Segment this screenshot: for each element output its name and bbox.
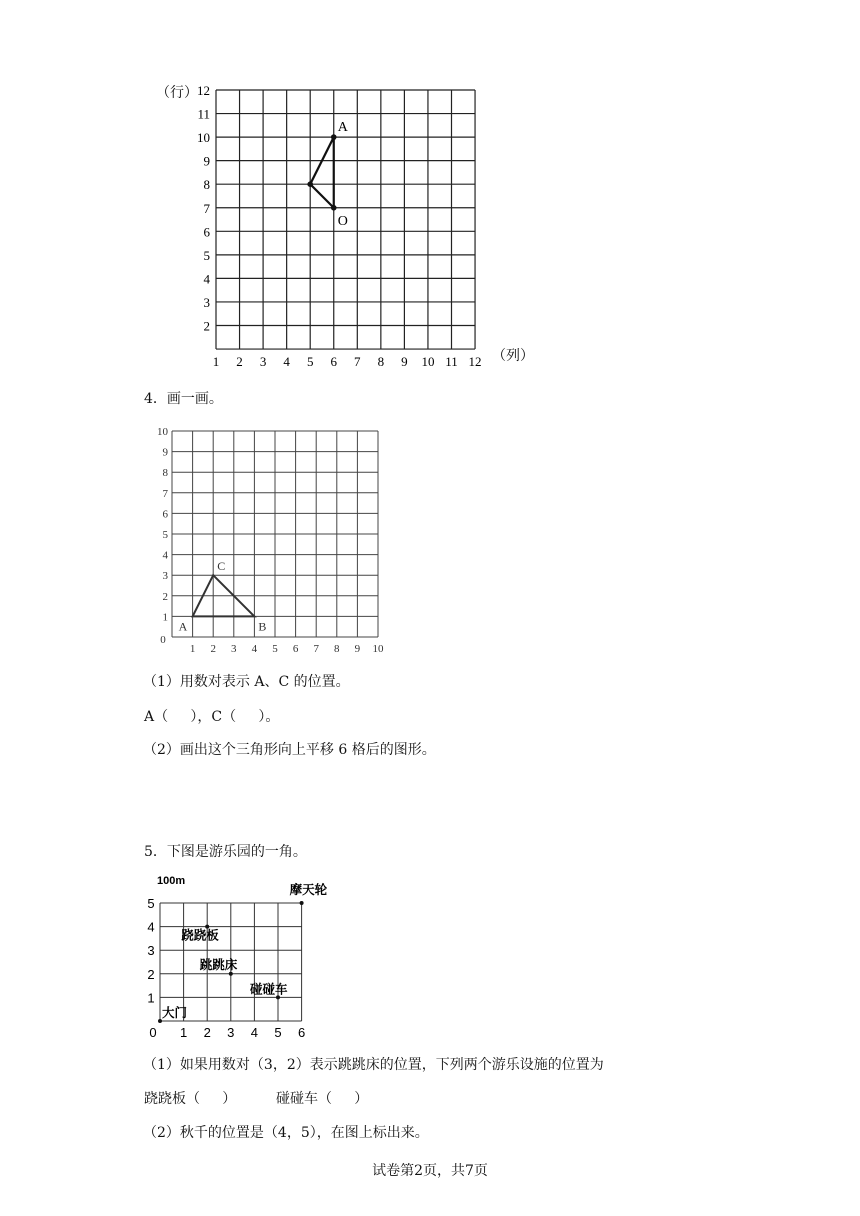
- grid1-vertex-label: O: [337, 213, 348, 229]
- q4-origin-label: 0: [160, 634, 166, 646]
- grid1-y-tick: 9: [203, 153, 210, 169]
- grid1-y-tick: 12: [197, 83, 210, 98]
- q5-unit-label: 100m: [157, 875, 186, 887]
- q4-y-tick: 6: [162, 508, 168, 521]
- q5-y-tick: 5: [147, 896, 155, 911]
- q5-place-dot: [229, 972, 233, 976]
- grid1-x-tick: 1: [212, 354, 220, 368]
- grid1-x-tick: 9: [401, 354, 408, 368]
- q4-x-tick: 1: [189, 643, 196, 655]
- q4-y-tick: 10: [157, 426, 168, 438]
- row-column-grid: [150, 78, 550, 368]
- q5-x-tick: 0: [149, 1025, 157, 1040]
- q5-x-tick: 2: [203, 1025, 211, 1040]
- grid1-vertex-label: A: [337, 120, 348, 136]
- q4-y-tick: 3: [162, 570, 168, 583]
- q4-y-tick: 9: [162, 446, 168, 459]
- q4-vertex-label: C: [217, 559, 226, 574]
- q5-y-tick: 4: [147, 919, 155, 935]
- amusement-park-map: [140, 870, 340, 1042]
- q5-place-label: 碰碰车: [250, 982, 288, 997]
- q5-y-tick: 3: [147, 943, 155, 959]
- grid1-y-tick: 11: [197, 106, 210, 122]
- q4-x-tick: 3: [231, 643, 237, 655]
- grid1-y-tick: 5: [203, 247, 210, 263]
- q4-answer-line: A（ ），C（ ）。: [144, 709, 280, 725]
- q5-y-tick: 1: [147, 990, 155, 1006]
- grid1-y-tick: 10: [197, 130, 210, 146]
- q5-sub1: （1）如果用数对（3，2）表示跳跳床的位置，下列两个游乐设施的位置为: [143, 1057, 604, 1073]
- q5-answer-seesaw: 跷跷板（ ）: [144, 1091, 237, 1107]
- q4-y-tick: 5: [162, 529, 168, 541]
- page-footer: 试卷第2页，共7页: [372, 1163, 488, 1179]
- q5-place-label: 跳跳床: [199, 957, 238, 972]
- q4-x-tick: 2: [210, 643, 216, 655]
- grid1-y-tick: 4: [203, 271, 210, 287]
- grid1-col-unit: （列）: [492, 348, 534, 364]
- q4-y-tick: 8: [162, 467, 168, 480]
- grid1-x-tick: 10: [421, 354, 435, 368]
- grid1-vertex: [331, 205, 337, 211]
- grid1-y-tick: 3: [203, 294, 210, 310]
- q4-y-tick: 4: [162, 549, 168, 562]
- q4-x-tick: 5: [272, 643, 278, 655]
- grid1-y-tick: 6: [203, 224, 210, 240]
- q5-place-dot: [300, 901, 304, 905]
- grid1-vertex: [307, 181, 313, 187]
- q4-y-tick: 7: [162, 487, 168, 500]
- grid1-x-tick: 8: [377, 354, 385, 368]
- q5-place-label: 摩天轮: [289, 883, 328, 897]
- q5-place-label: 跷跷板: [181, 928, 219, 943]
- q5-sub2: （2）秋千的位置是（4，5），在图上标出来。: [143, 1125, 429, 1141]
- q5-place-label: 大门: [162, 1006, 188, 1020]
- q5-x-tick: 1: [179, 1025, 188, 1040]
- grid1-y-tick: 8: [203, 177, 210, 193]
- q4-x-tick: 4: [251, 643, 258, 655]
- grid1-x-tick: 5: [306, 354, 314, 368]
- grid1-y-tick: 7: [203, 200, 210, 216]
- q4-vertex-label: A: [178, 619, 188, 634]
- q4-x-tick: 8: [334, 643, 340, 655]
- grid1-x-tick: 12: [468, 354, 482, 368]
- grid1-x-tick: 7: [354, 354, 361, 368]
- grid1-triangle: [310, 137, 334, 208]
- q5-x-tick: 5: [274, 1025, 282, 1040]
- grid1-row-unit: （行）: [156, 85, 198, 101]
- grid1-x-tick: 4: [283, 354, 290, 368]
- q4-y-tick: 1: [162, 611, 168, 624]
- grid1-x-tick: 2: [236, 354, 243, 368]
- q5-title: 5．下图是游乐园的一角。: [144, 844, 307, 860]
- q5-answer-bumper-cars: 碰碰车（ ）: [276, 1091, 369, 1107]
- q4-title: 4．画一画。: [144, 391, 223, 407]
- grid1-x-tick: 3: [259, 354, 267, 368]
- grid1-vertex: [331, 134, 337, 140]
- q4-vertex-label: B: [258, 619, 267, 634]
- q4-x-tick: 6: [292, 643, 299, 655]
- q5-x-tick: 6: [297, 1025, 306, 1040]
- grid1-x-tick: 6: [330, 354, 337, 368]
- triangle-grid: [145, 420, 405, 660]
- grid1-y-tick: 2: [203, 318, 210, 334]
- q5-y-tick: 2: [147, 966, 155, 982]
- grid1-x-tick: 11: [445, 354, 458, 368]
- q4-x-tick: 7: [313, 643, 319, 655]
- q5-x-tick: 3: [227, 1025, 235, 1040]
- q5-x-tick: 4: [250, 1025, 259, 1040]
- q4-x-tick: 10: [372, 643, 384, 655]
- q4-y-tick: 2: [162, 590, 168, 603]
- q4-x-tick: 9: [354, 643, 361, 655]
- q4-sub1: （1）用数对表示 A、C 的位置。: [143, 674, 350, 690]
- q4-sub2: （2）画出这个三角形向上平移 6 格后的图形。: [143, 742, 436, 758]
